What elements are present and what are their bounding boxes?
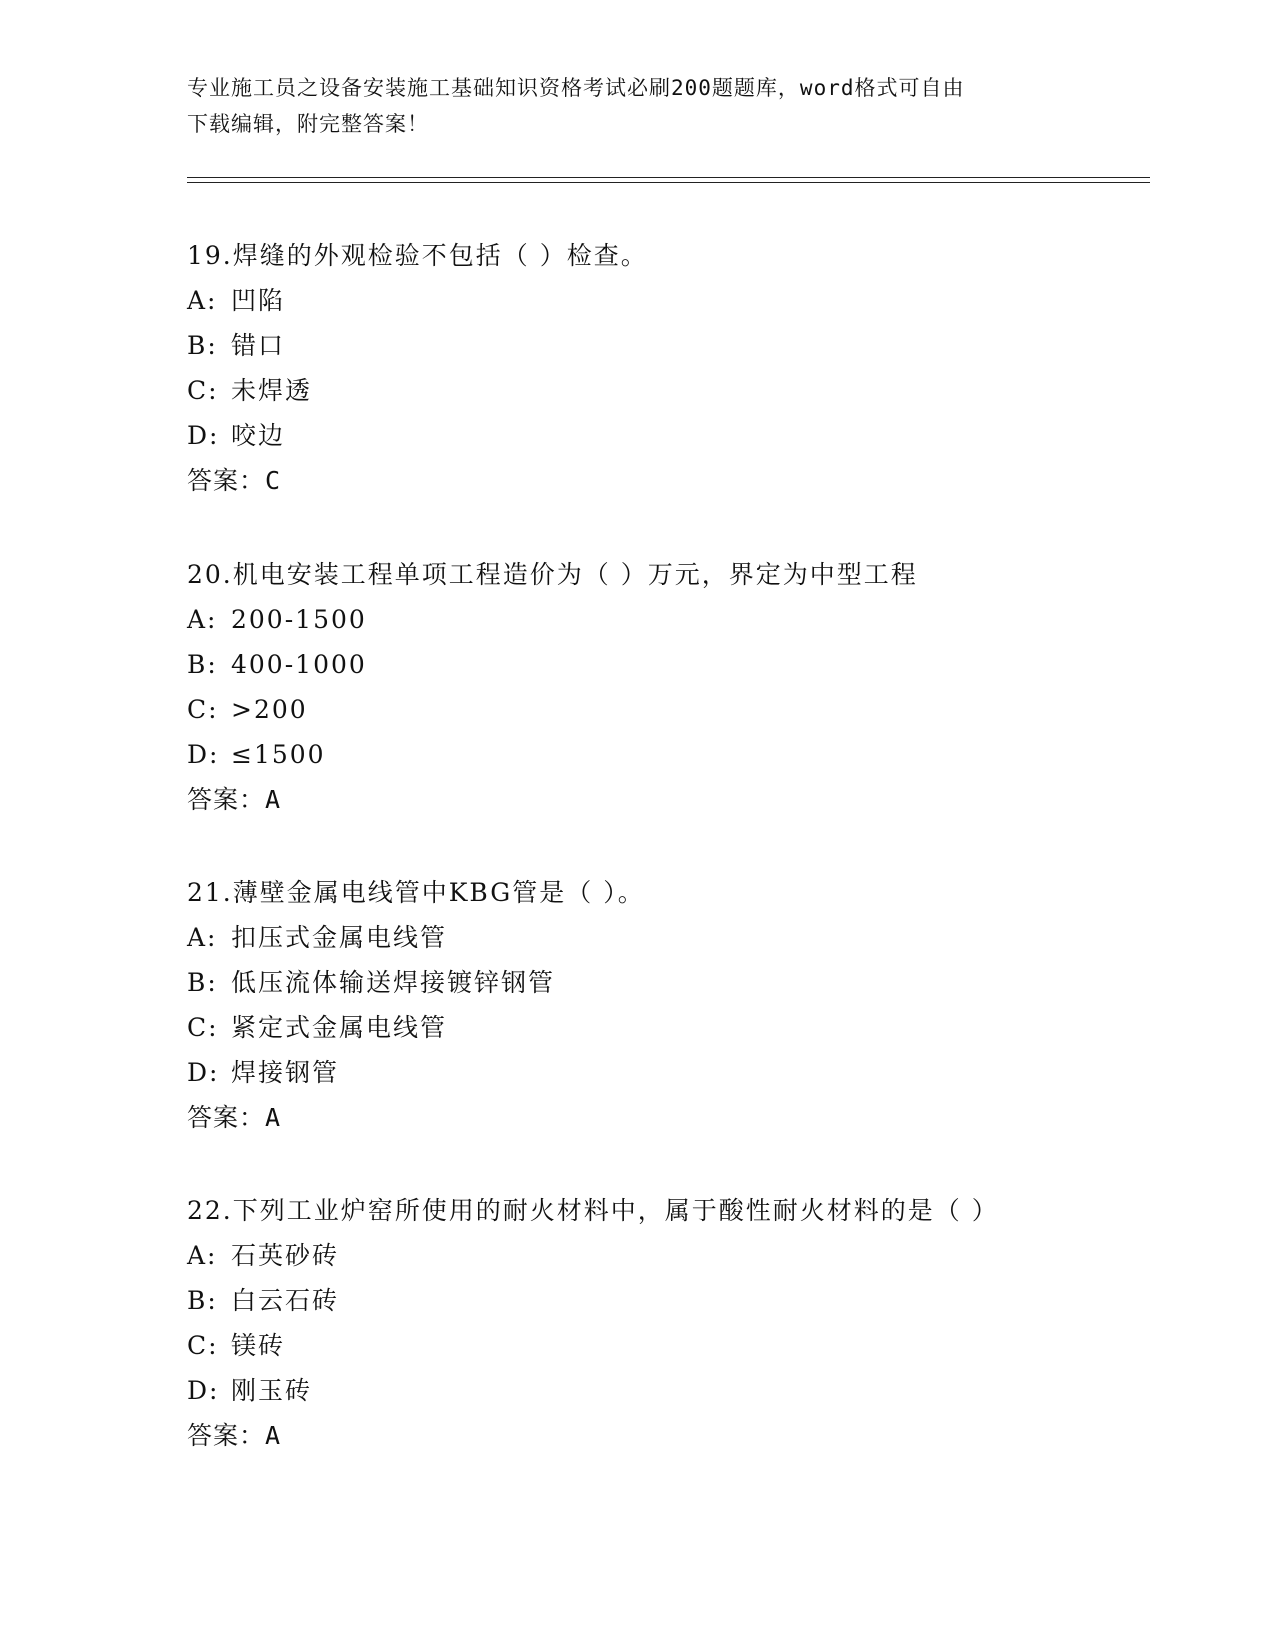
option-text: 错口 xyxy=(231,331,286,360)
question-stem: 21.薄壁金属电线管中KBG管是（ ）。 xyxy=(187,878,645,907)
option-text: 凹陷 xyxy=(231,286,286,315)
option-b xyxy=(187,960,1137,1005)
option-text: 咬边 xyxy=(231,421,286,450)
option-text: 未焊透 xyxy=(231,376,313,405)
option-key: A: xyxy=(187,923,218,952)
option-text: 白云石砖 xyxy=(231,1286,340,1315)
header-divider-top xyxy=(187,177,1150,178)
option-key: D: xyxy=(187,740,220,769)
option-key: B: xyxy=(187,968,218,997)
answer-line: 答案：A xyxy=(187,1103,282,1132)
option-c xyxy=(187,1005,1137,1050)
option-text: 焊接钢管 xyxy=(231,1058,340,1087)
answer-line: 答案：A xyxy=(187,785,282,814)
option-key: B: xyxy=(187,331,218,360)
option-c xyxy=(187,368,1137,413)
question-20 xyxy=(187,552,1137,822)
question-stem: 22.下列工业炉窑所使用的耐火材料中，属于酸性耐火材料的是（ ） xyxy=(187,1196,999,1225)
option-key: A: xyxy=(187,1241,218,1270)
option-key: B: xyxy=(187,650,218,679)
option-b xyxy=(187,323,1137,368)
option-d xyxy=(187,413,1137,458)
option-key: A: xyxy=(187,286,218,315)
option-key: D: xyxy=(187,421,220,450)
option-text: 200-1500 xyxy=(231,605,367,634)
option-d xyxy=(187,1368,1137,1413)
option-d xyxy=(187,1050,1137,1095)
option-text: 扣压式金属电线管 xyxy=(231,923,448,952)
document-header xyxy=(187,70,1087,142)
option-text: 镁砖 xyxy=(231,1331,286,1360)
option-text: 石英砂砖 xyxy=(231,1241,340,1270)
option-c xyxy=(187,1323,1137,1368)
option-text: ≤1500 xyxy=(231,740,326,769)
option-text: 低压流体输送焊接镀锌钢管 xyxy=(231,968,556,997)
question-stem: 20.机电安装工程单项工程造价为（ ）万元，界定为中型工程 xyxy=(187,560,918,589)
option-key: A: xyxy=(187,605,218,634)
question-21 xyxy=(187,870,1137,1140)
option-text: >200 xyxy=(231,695,308,724)
option-text: 刚玉砖 xyxy=(231,1376,313,1405)
option-key: C: xyxy=(187,695,219,724)
header-line-2: 下载编辑，附完整答案！ xyxy=(187,112,429,136)
header-divider-bottom xyxy=(187,182,1150,183)
option-key: D: xyxy=(187,1058,220,1087)
option-key: C: xyxy=(187,1331,219,1360)
option-a xyxy=(187,278,1137,323)
option-a xyxy=(187,597,1137,642)
option-key: D: xyxy=(187,1376,220,1405)
option-text: 紧定式金属电线管 xyxy=(231,1013,448,1042)
answer-line: 答案：A xyxy=(187,1421,282,1450)
option-b xyxy=(187,642,1137,687)
option-a xyxy=(187,915,1137,960)
question-19 xyxy=(187,233,1137,503)
option-text: 400-1000 xyxy=(231,650,367,679)
question-stem: 19.焊缝的外观检验不包括（ ）检查。 xyxy=(187,241,648,270)
header-line-1: 专业施工员之设备安装施工基础知识资格考试必刷200题题库，word格式可自由 xyxy=(187,76,965,100)
option-c xyxy=(187,687,1137,732)
option-b xyxy=(187,1278,1137,1323)
answer-line: 答案：C xyxy=(187,466,282,495)
option-key: B: xyxy=(187,1286,218,1315)
option-d xyxy=(187,732,1137,777)
option-a xyxy=(187,1233,1137,1278)
option-key: C: xyxy=(187,376,219,405)
question-22 xyxy=(187,1188,1137,1458)
option-key: C: xyxy=(187,1013,219,1042)
